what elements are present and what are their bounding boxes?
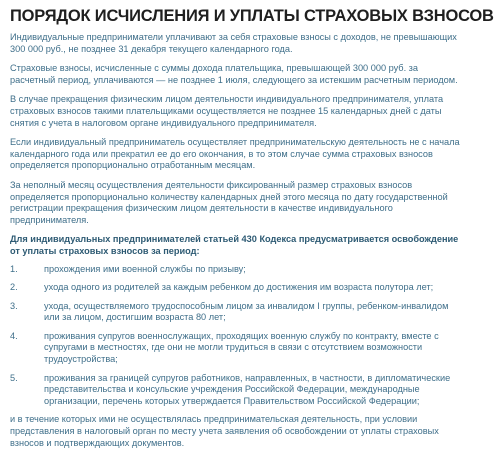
paragraph-deadline: Индивидуальные предприниматели уплачивают за себя страховые взносы с доходов, не превышающих 300 000 руб., не позднее 31 декабря текущего календарного года. xyxy=(10,32,457,54)
list-item xyxy=(10,282,464,294)
list-item xyxy=(10,373,464,408)
list-item xyxy=(10,301,464,324)
exemption-list xyxy=(10,264,464,408)
list-item-text: прохождения ими военной службы по призыву; xyxy=(44,263,246,274)
paragraph-partial-year: Если индивидуальный предприниматель осуществляет предпринимательскую деятельность не с начала календарного года или прекратил ее до его окончания, в то этом случае сумма страховых взносов определяется пропорционально отработанным месяцам. xyxy=(10,137,460,171)
exemption-heading: Для индивидуальных предпринимателей статьей 430 Кодекса предусматривается освобождение от уплаты страховых взносов за период: xyxy=(10,234,459,256)
paragraph-excess-income: Страховые взносы, исчисленные с суммы дохода плательщика, превышающей 300 000 руб. за расчетный период, уплачиваются — не позднее 1 июля, следующего за истекшим расчетным периодом. xyxy=(10,63,458,85)
page-title: ПОРЯДОК ИСЧИСЛЕНИЯ И УПЛАТЫ СТРАХОВЫХ ВЗНОСОВ xyxy=(10,7,494,25)
list-item xyxy=(10,264,464,276)
paragraph-termination: В случае прекращения физическим лицом деятельности индивидуального предпринимателя, уплата страховых взносов такими плательщиками осуществляется не позднее 15 календарных дней с даты снятия с учета в налоговом органе индивидуального предпринимателя. xyxy=(10,94,444,128)
list-item-text: ухода, осуществляемого трудоспособным лицом за инвалидом I группы, ребенком-инвалидом или за лицом, достигшим возраста 80 лет; xyxy=(44,300,449,323)
closing-paragraph: и в течение которых ими не осуществлялась предпринимательская деятельность, при условии представления в налоговый орган по месту учета заявления об освобождении от уплаты страховых взносов и подтверждающих документов. xyxy=(10,414,439,448)
list-item-number: 5. xyxy=(10,372,18,383)
list-item-text: проживания за границей супругов работников, направленных, в частности, в дипломатические представительства и консульские учреждения Российской Федерации, международные организации, перечень которых утверждается Правительством Российской Федерации; xyxy=(44,372,451,406)
list-item-text: проживания супругов военнослужащих, проходящих военную службу по контракту, вместе с супругами в местностях, где они не могли трудиться в связи с отсутствием возможности трудоустройства; xyxy=(44,330,439,365)
list-item xyxy=(10,331,464,366)
list-item-number: 1. xyxy=(10,263,18,274)
paragraph-partial-month: За неполный месяц осуществления деятельности фиксированный размер страховых взносов определяется пропорционально количеству календарных дней этого месяца по дату государственной регистрации прекращения физическим лицом деятельности в качестве индивидуального предпринимателя. xyxy=(10,179,448,225)
list-item-number: 2. xyxy=(10,282,18,293)
list-item-text: ухода одного из родителей за каждым ребенком до достижения им возраста полутора лет; xyxy=(44,282,434,293)
list-item-number: 4. xyxy=(10,330,18,341)
list-item-number: 3. xyxy=(10,300,18,311)
